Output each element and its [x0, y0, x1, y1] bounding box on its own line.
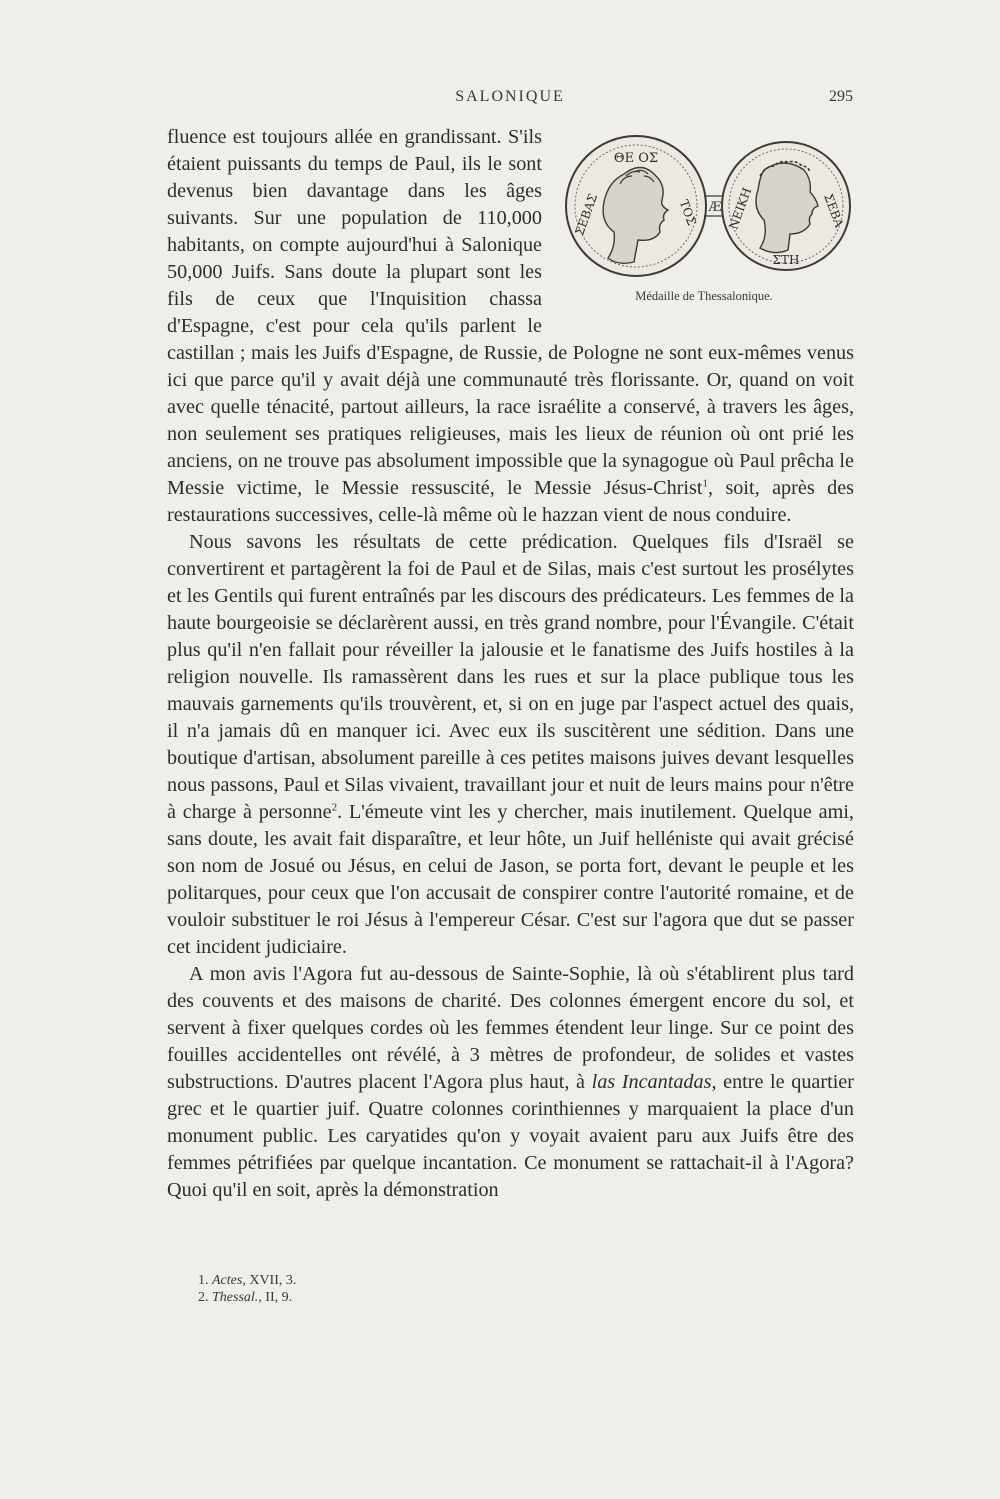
paragraph-2: [167, 529, 854, 961]
svg-text:ΘΕ ΟΣ: ΘΕ ΟΣ: [613, 151, 659, 166]
footnote-1-ref: , XVII, 3.: [242, 1273, 297, 1288]
running-header: [167, 88, 853, 112]
footnotes: [198, 1272, 598, 1306]
coin-figure: [554, 130, 854, 330]
figure-caption: Médaille de Thessalonique.: [635, 289, 773, 303]
svg-text:ΝΕΙΚΗ: ΝΕΙΚΗ: [726, 185, 755, 232]
footnote-ref-1[interactable]: 1: [702, 477, 708, 490]
svg-text:ΣΕΒΑΣ: ΣΕΒΑΣ: [572, 191, 601, 238]
svg-text:ΣΕΒΑ: ΣΕΒΑ: [821, 191, 847, 230]
svg-text:ΣΤΗ: ΣΤΗ: [772, 253, 800, 267]
coin-reverse: [722, 142, 850, 270]
paragraph-1-text-a: fluence est toujours allée en grandissant. S'ils étaient puissants du temps de Paul, ils le sont devenus bien davantage dans les âges suivants. Sur une population de 110,000 habitants, on compte aujourd'hui à Salonique 50,000 Juifs. Sans doute la plupart sont les fils de ceux que l'Inquisition chassa d'Espagne, c'est pour cela qu'ils parlent le castillan ; mais les Juifs d'Espagne, de Russie, de Pologne ne sont eux-mêmes venus ici que parce qu'il y avait déjà une communauté très florissante. Or, quand on voit avec quelle ténacité, partout ailleurs, la race israélite a conservé, à travers les âges, non seulement ses pratiques religieuses, mais les lieux de réunion où ont prié les anciens, on ne trouve pas absolument impossible que la synagogue où Paul prêcha le Messie victime, le Messie ressuscité, le Messie Jésus-Christ: [167, 126, 854, 499]
coin-obverse: [566, 136, 706, 276]
footnote-2-ref: , II, 9.: [258, 1290, 293, 1305]
paragraph-1: [167, 124, 854, 529]
paragraph-3-text-a: A mon avis l'Agora fut au-dessous de Sainte-Sophie, là où s'établirent plus tard des couvents et des maisons de charité. Des colonnes émergent encore du sol, et servent à fixer quelques cordes où les femmes étendent leur linge. Sur ce point des fouilles accidentelles ont révélé, à 3 mètres de profondeur, de solides et vastes substructions. D'autres placent l'Agora plus haut, à: [167, 963, 854, 1093]
footnote-2-work: Thessal.: [212, 1290, 259, 1305]
svg-text:ΤΟΣ: ΤΟΣ: [676, 197, 699, 228]
paragraph-2-text-b: . L'émeute vint les y chercher, mais inutilement. Quelque ami, sans doute, les avait fait disparaître, et leur hôte, un Juif helléniste qui avait grécisé son nom de Josué ou Jésus, en celui de Jason, se porta fort, devant le peuple et les politarques, pour ceux que l'on accusait de conspirer contre l'autorité romaine, et de vouloir substituer le roi Jésus à l'empereur César. C'est sur l'agora que dut se passer cet incident judiciaire.: [167, 801, 854, 958]
page-number: 295: [829, 88, 853, 105]
footnote-ref-2[interactable]: 2: [331, 801, 338, 814]
paragraph-3-italic: las Incantadas: [591, 1071, 712, 1093]
denomination-mark: Æ: [708, 200, 722, 215]
paragraph-3-text-b: , entre le quartier grec et le quartier juif. Quatre colonnes corinthiennes y marquaient la place d'un monument public. Les caryatides qu'on y voyait avaient paru aux Juifs être des femmes pétrifiées par quelque incantation. Ce monument se rattachait-il à l'Agora? Quoi qu'il en soit, après la démonstration: [167, 1071, 854, 1201]
paragraph-1-text-b: , soit, après des restaurations successives, celle-là même où le hazzan vient de nous conduire.: [167, 477, 855, 526]
coin-illustration: [554, 130, 854, 280]
paragraph-2-text-a: Nous savons les résultats de cette prédication. Quelques fils d'Israël se convertirent et partagèrent la foi de Paul et de Silas, mais c'est surtout les prosélytes et les Gentils qui furent entraînés par les discours des prédicateurs. Les femmes de la haute bourgeoisie se déclarèrent aussi, en très grand nombre, pour l'Évangile. C'était plus qu'il n'en fallait pour réveiller la jalousie et le fanatisme des Juifs hostiles à la religion nouvelle. Ils ramassèrent dans les rues et sur la place publique tous les mauvais garnements qu'ils trouvèrent, et, si on en juge par l'aspect actuel des quais, il n'a jamais dû en manquer ici. Avec eux ils suscitèrent une sédition. Dans une boutique d'artisan, absolument pareille à ces petites maisons juives devant lesquelles nous passons, Paul et Silas vivaient, travaillant jour et nuit de leurs mains pour n'être à charge à personne: [167, 531, 854, 823]
footnote-1-work: Actes: [212, 1273, 243, 1288]
main-text: [167, 124, 854, 1204]
footnote-1-num: 1.: [198, 1273, 209, 1288]
running-title: SALONIQUE: [455, 88, 565, 105]
footnote-2-num: 2.: [198, 1290, 209, 1305]
footnote-1: [198, 1272, 598, 1289]
footnote-2: [198, 1289, 598, 1306]
paragraph-3: [167, 961, 854, 1204]
